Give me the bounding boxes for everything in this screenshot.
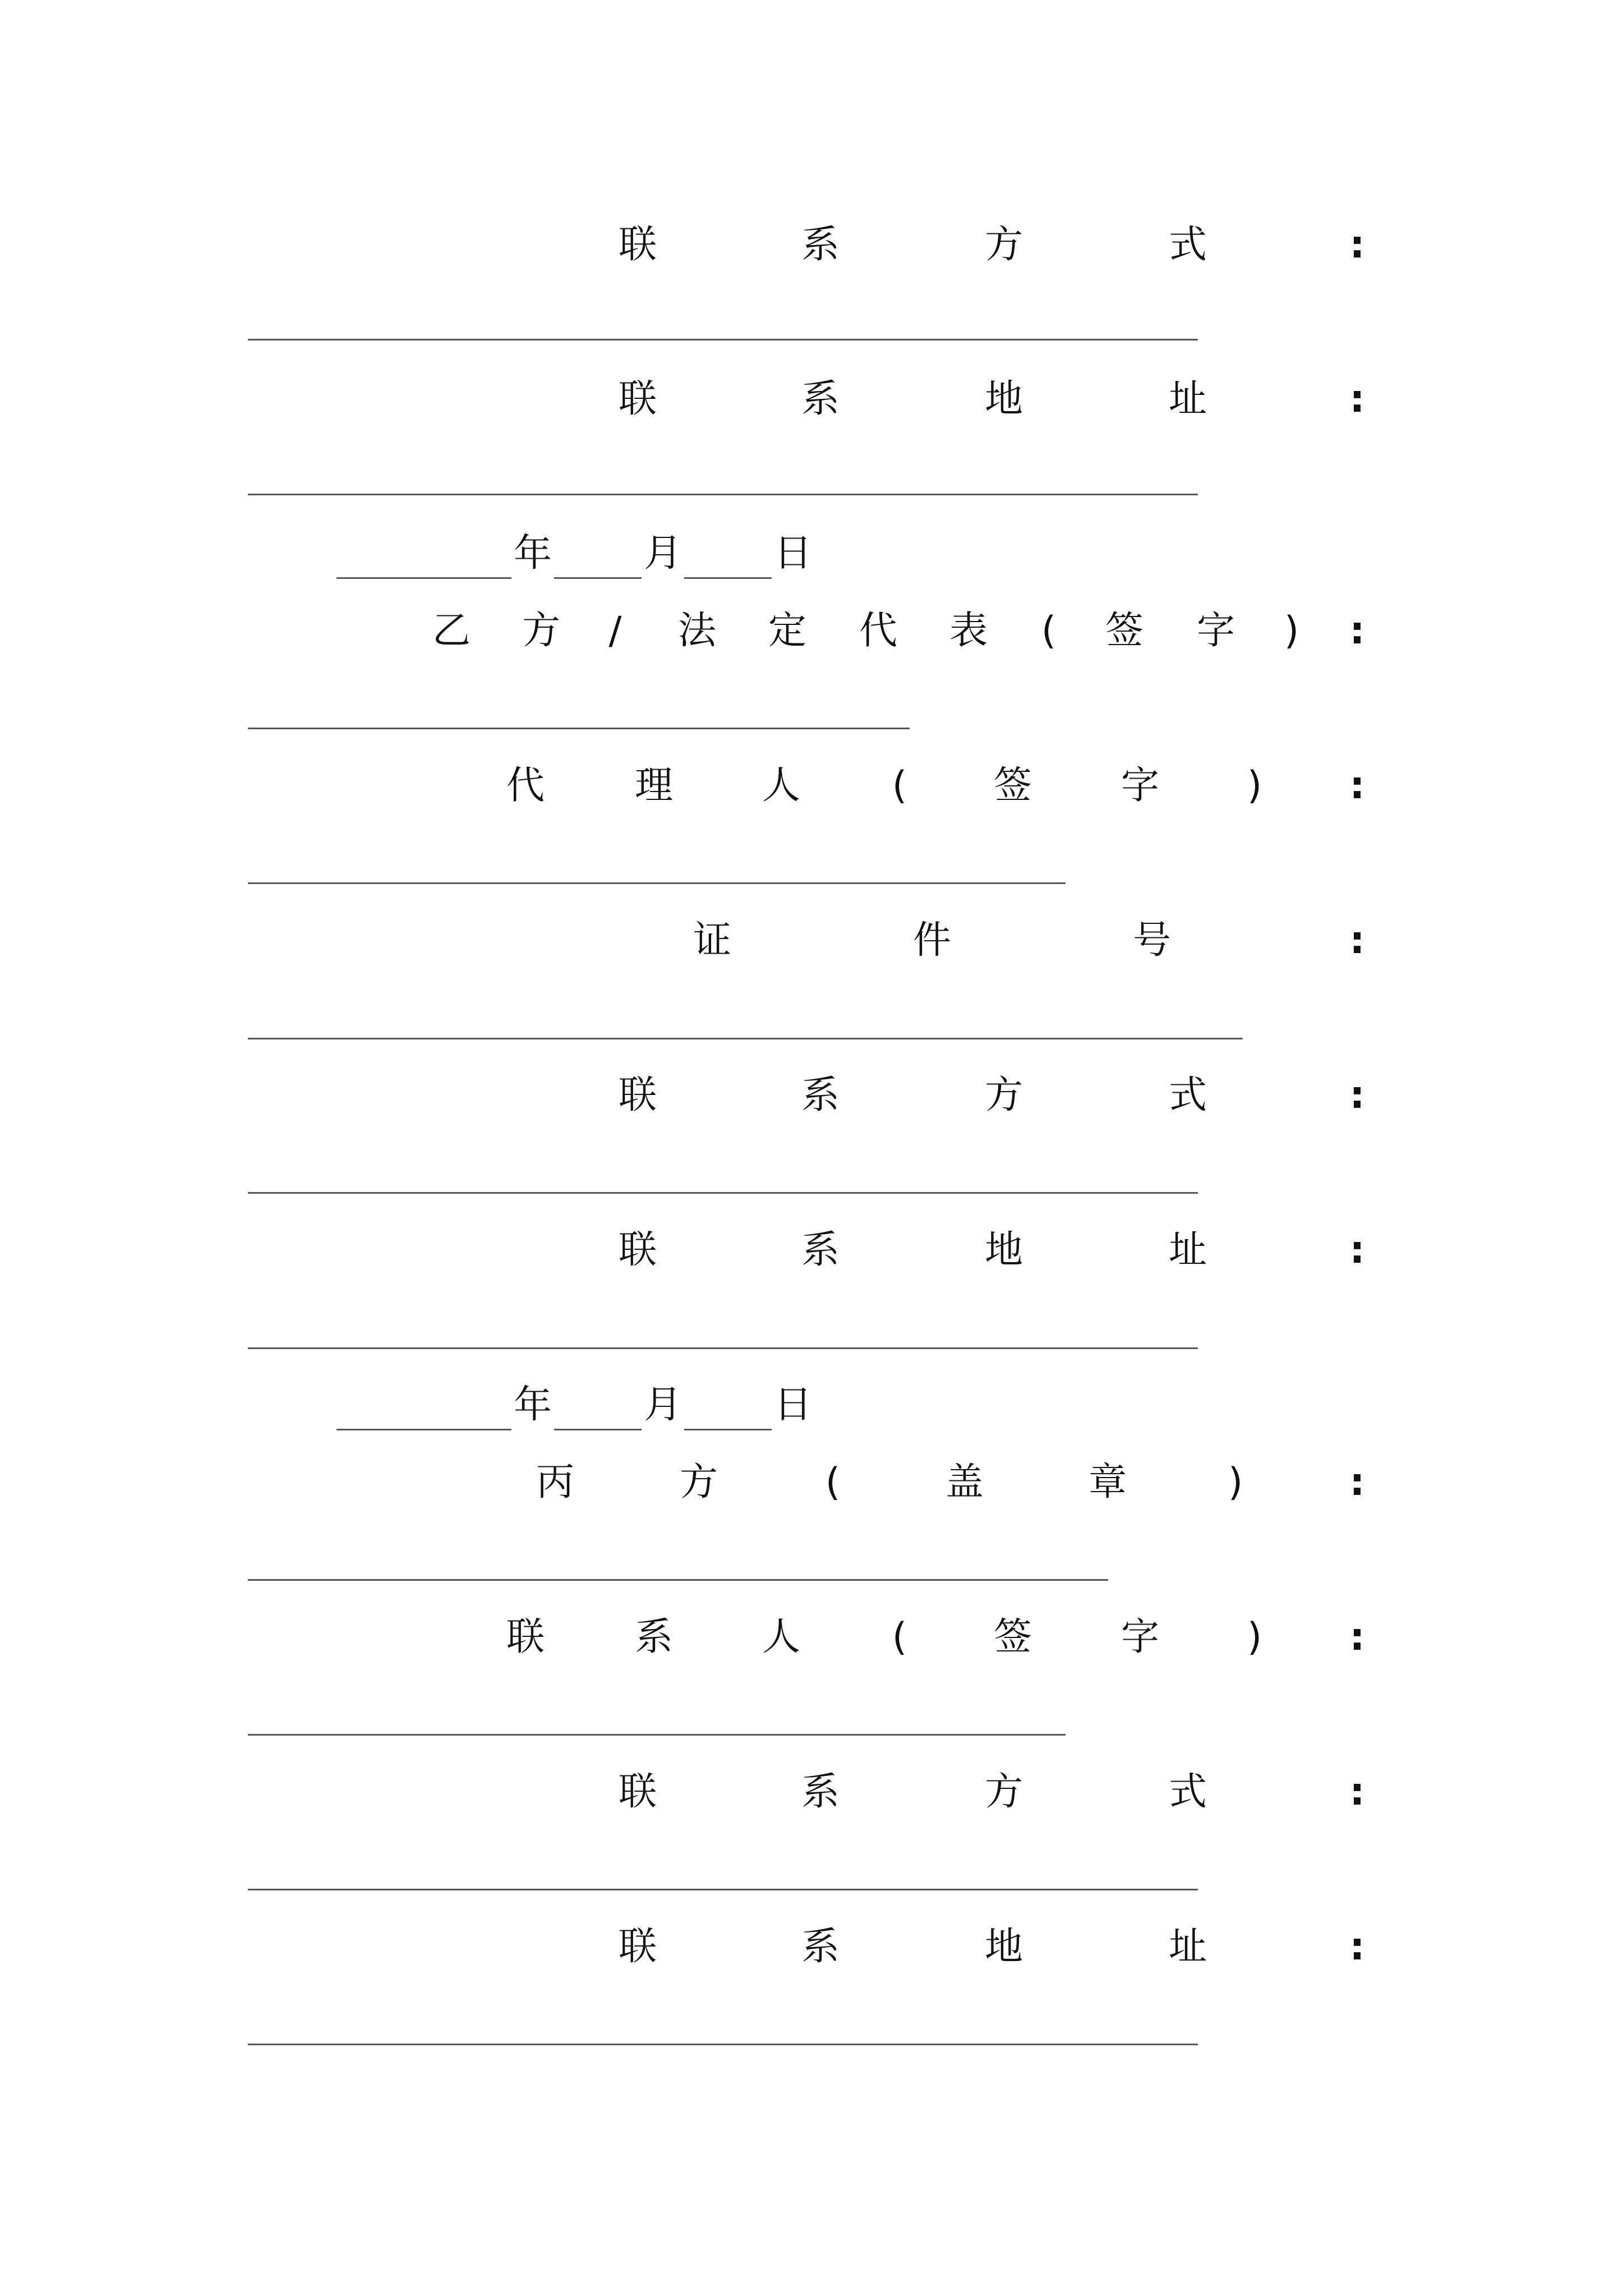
label-char: ( xyxy=(892,763,907,808)
label-char: 系 xyxy=(801,1228,840,1272)
month-unit: 月 xyxy=(644,1383,683,1427)
year-unit: 年 xyxy=(514,531,552,576)
label-char: 式 xyxy=(1168,1073,1207,1117)
contact-method-label xyxy=(0,1767,1623,1818)
label-colon: : xyxy=(1349,1228,1365,1272)
label-char: ( xyxy=(892,1615,907,1659)
label-char: 联 xyxy=(618,1925,657,1969)
label-char: 方 xyxy=(679,1460,718,1504)
label-char: 址 xyxy=(1168,1925,1207,1969)
fill-in-line[interactable] xyxy=(248,1038,1243,1039)
label-char: ) xyxy=(1247,763,1262,808)
label-char: 章 xyxy=(1088,1460,1127,1504)
contact-address-label xyxy=(0,1225,1623,1276)
label-char: 方 xyxy=(522,609,561,653)
fill-in-line[interactable] xyxy=(248,339,1198,341)
label-char: 系 xyxy=(801,1770,840,1814)
label-char: 人 xyxy=(762,1615,801,1659)
label-char: 联 xyxy=(618,1073,657,1117)
year-unit: 年 xyxy=(514,1383,552,1427)
label-char: 人 xyxy=(762,763,801,808)
day-unit: 日 xyxy=(774,531,813,576)
fill-in-line[interactable] xyxy=(248,1347,1198,1349)
label-colon: : xyxy=(1349,1615,1365,1659)
fill-in-line[interactable] xyxy=(248,1192,1198,1194)
day-blank[interactable] xyxy=(684,542,772,579)
label-colon: : xyxy=(1349,1925,1365,1969)
label-char: 签 xyxy=(1105,609,1144,653)
contact-address-label xyxy=(0,1922,1623,1972)
label-char: 号 xyxy=(1132,918,1172,963)
fill-in-line[interactable] xyxy=(248,1734,1066,1736)
label-char: 系 xyxy=(801,1073,840,1117)
contact-address-label xyxy=(0,374,1623,425)
party-c-seal-label xyxy=(0,1457,1623,1508)
label-char: 盖 xyxy=(945,1460,984,1504)
day-unit: 日 xyxy=(774,1383,813,1427)
agent-signature-label xyxy=(0,761,1623,811)
month-blank[interactable] xyxy=(554,542,642,579)
label-char: ) xyxy=(1247,1615,1262,1659)
label-char: 件 xyxy=(912,918,952,963)
label-char: 方 xyxy=(984,1770,1023,1814)
label-colon: : xyxy=(1349,609,1365,653)
label-char: 联 xyxy=(618,1770,657,1814)
fill-in-line[interactable] xyxy=(248,728,910,729)
label-char: ( xyxy=(825,1460,841,1504)
label-colon: : xyxy=(1349,763,1365,808)
id-number-label xyxy=(0,915,1623,966)
label-char: 地 xyxy=(984,1228,1023,1272)
label-char: 地 xyxy=(984,1925,1023,1969)
year-blank[interactable] xyxy=(336,1394,511,1430)
label-char: 系 xyxy=(801,223,840,267)
contact-person-signature-label xyxy=(0,1612,1623,1663)
fill-in-line[interactable] xyxy=(248,494,1198,495)
date-line xyxy=(336,528,814,579)
label-char: 签 xyxy=(993,763,1032,808)
label-char: 方 xyxy=(984,1073,1023,1117)
label-colon: : xyxy=(1349,918,1365,963)
label-char: 证 xyxy=(693,918,732,963)
label-char: 联 xyxy=(618,1228,657,1272)
label-colon: : xyxy=(1349,1770,1365,1814)
label-char: 表 xyxy=(949,609,988,653)
label-char: 式 xyxy=(1168,223,1207,267)
label-char: 址 xyxy=(1168,377,1207,421)
label-char: 系 xyxy=(634,1615,674,1659)
date-line xyxy=(336,1380,814,1430)
label-char: / xyxy=(608,609,622,653)
party-b-signature-label xyxy=(0,606,1623,656)
label-char: 式 xyxy=(1168,1770,1207,1814)
fill-in-line[interactable] xyxy=(248,2044,1198,2045)
label-char: 系 xyxy=(801,1925,840,1969)
fill-in-line[interactable] xyxy=(248,1579,1108,1581)
label-char: ) xyxy=(1228,1460,1243,1504)
day-blank[interactable] xyxy=(684,1394,772,1430)
label-colon: : xyxy=(1349,223,1365,267)
label-char: 定 xyxy=(768,609,807,653)
label-char: ) xyxy=(1284,609,1299,653)
fill-in-line[interactable] xyxy=(248,1889,1198,1890)
label-char: 乙 xyxy=(432,609,471,653)
label-char: 联 xyxy=(618,377,657,421)
label-char: 字 xyxy=(1121,1615,1160,1659)
year-blank[interactable] xyxy=(336,542,511,579)
label-char: 字 xyxy=(1196,609,1235,653)
label-char: 代 xyxy=(506,763,545,808)
label-char: ( xyxy=(1041,609,1057,653)
label-char: 签 xyxy=(993,1615,1032,1659)
label-char: 法 xyxy=(677,609,717,653)
label-char: 丙 xyxy=(536,1460,575,1504)
label-char: 联 xyxy=(506,1615,545,1659)
label-char: 理 xyxy=(634,763,674,808)
label-colon: : xyxy=(1349,377,1365,421)
label-char: 址 xyxy=(1168,1228,1207,1272)
contact-method-label xyxy=(0,1070,1623,1121)
label-char: 字 xyxy=(1121,763,1160,808)
label-colon: : xyxy=(1349,1073,1365,1117)
label-char: 代 xyxy=(859,609,898,653)
label-colon: : xyxy=(1349,1460,1365,1504)
label-char: 系 xyxy=(801,377,840,421)
month-blank[interactable] xyxy=(554,1394,642,1430)
label-char: 地 xyxy=(984,377,1023,421)
label-char: 联 xyxy=(618,223,657,267)
label-char: 方 xyxy=(984,223,1023,267)
month-unit: 月 xyxy=(644,531,683,576)
contact-method-label xyxy=(0,220,1623,270)
fill-in-line[interactable] xyxy=(248,882,1066,884)
